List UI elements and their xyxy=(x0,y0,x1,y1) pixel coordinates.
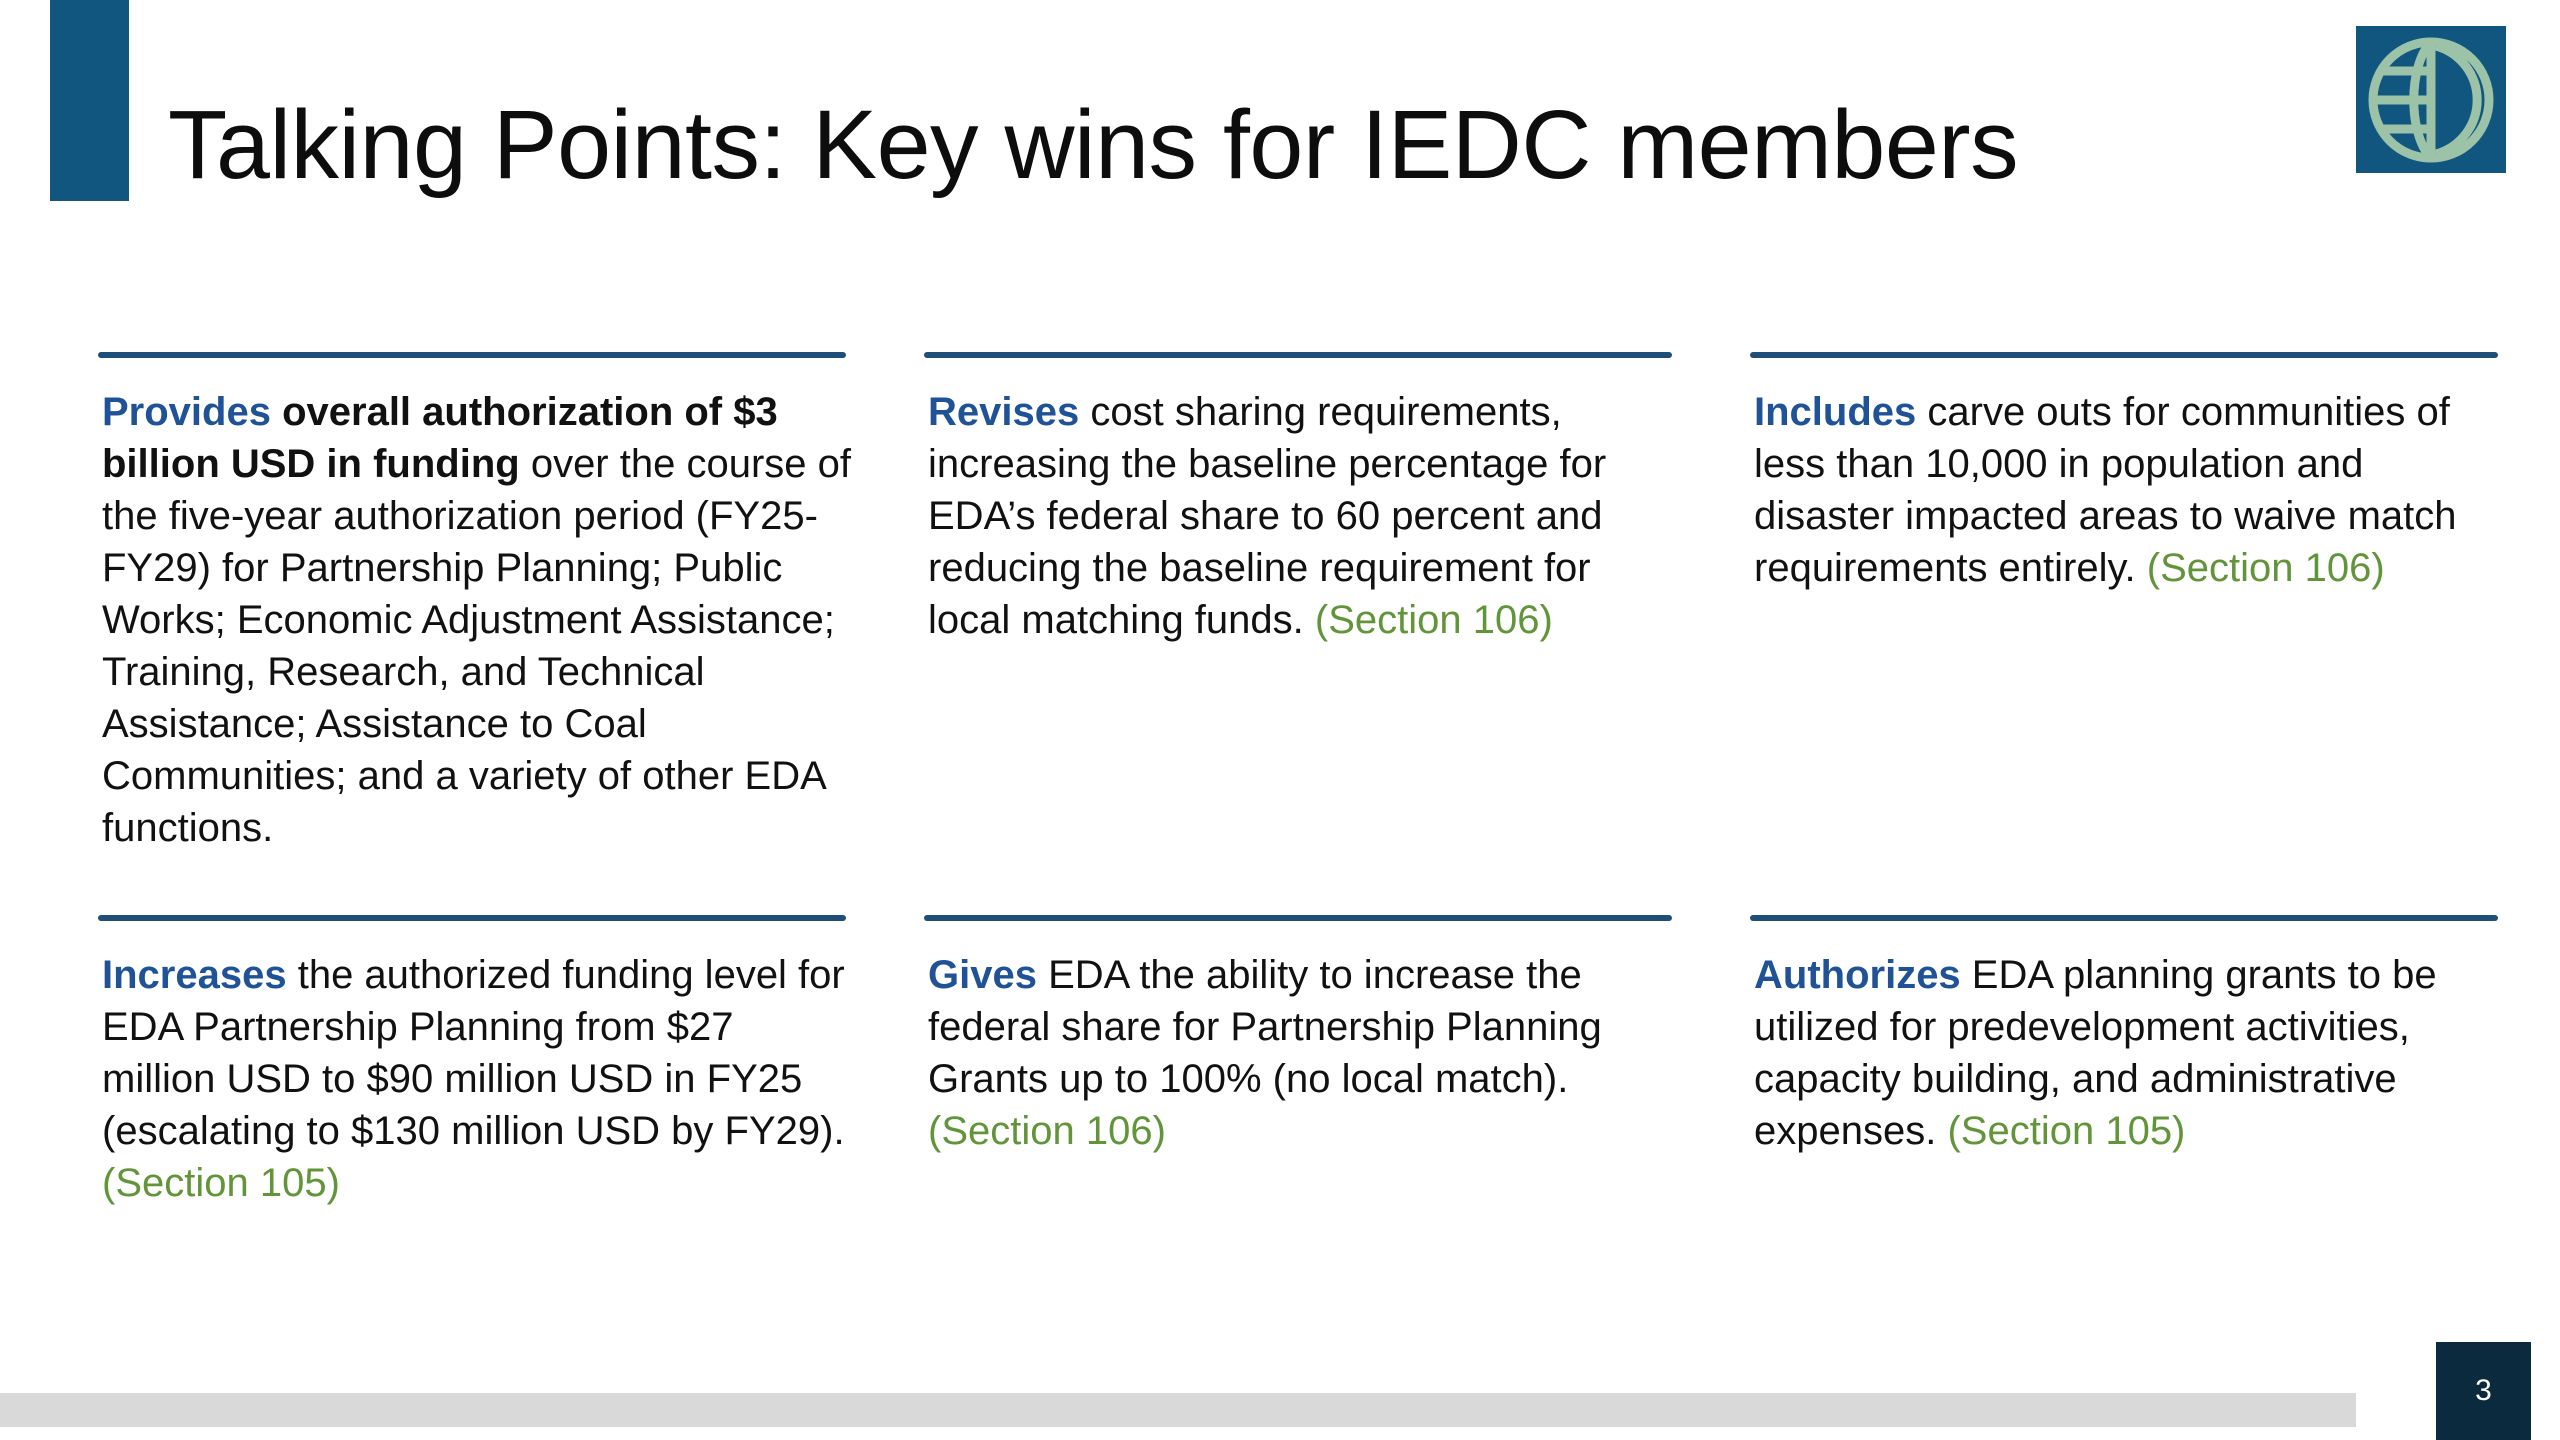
card-text xyxy=(928,386,1680,646)
card-divider xyxy=(924,352,1672,358)
card-divider xyxy=(98,352,846,358)
slide-title: Talking Points: Key wins for IEDC members xyxy=(168,90,2019,199)
globe-icon xyxy=(2356,26,2506,173)
card-body: over the course of the five-year authorization period (FY25-FY29) for Partnership Planning; Public Works; Economic Adjustment Assistance; Training, Research, and Technical Assistance; Assistance to Coal Communities; and a variety of other EDA functions. xyxy=(102,442,851,850)
card-section-ref: (Section 106) xyxy=(928,1109,1166,1153)
card-text xyxy=(102,386,854,854)
card-body: the authorized funding level for EDA Partnership Planning from $27 million USD to $90 million USD in FY25 (escalating to $130 million USD by FY29). xyxy=(102,953,845,1153)
card-text xyxy=(928,949,1680,1157)
card-text xyxy=(1754,949,2506,1157)
page-number: 3 xyxy=(2436,1342,2531,1440)
card-section-ref: (Section 105) xyxy=(102,1161,340,1205)
card-lead: Provides xyxy=(102,390,271,434)
card-lead: Revises xyxy=(928,390,1080,434)
card-section-ref: (Section 106) xyxy=(2146,546,2385,590)
card-section-ref: (Section 105) xyxy=(1947,1109,2186,1153)
card-body: cost sharing requirements, increasing the baseline percentage for EDA’s federal share to 60 percent and reducing the baseline requirement for local matching funds. xyxy=(928,390,1607,642)
card-divider xyxy=(1750,915,2498,921)
card-emphasis: overall authorization of $3 billion USD in funding xyxy=(102,390,778,486)
card-body: EDA planning grants to be utilized for predevelopment activities, capacity building, and administrative expenses. xyxy=(1754,953,2437,1153)
card-text xyxy=(102,949,854,1209)
card-divider xyxy=(98,915,846,921)
card-divider xyxy=(924,915,1672,921)
card-divider xyxy=(1750,352,2498,358)
card-lead: Gives xyxy=(928,953,1037,997)
card-body: EDA the ability to increase the federal share for Partnership Planning Grants up to 100% (no local match). xyxy=(928,953,1602,1101)
title-accent-bar xyxy=(50,0,129,201)
card-body: carve outs for communities of less than 10,000 in population and disaster impacted areas to waive match requirements entirely. xyxy=(1754,390,2457,590)
card-section-ref: (Section 106) xyxy=(1314,598,1553,642)
card-lead: Increases xyxy=(102,953,287,997)
card-lead: Authorizes xyxy=(1754,953,1961,997)
footer-bar xyxy=(0,1393,2356,1427)
card-lead: Includes xyxy=(1754,390,1917,434)
card-text xyxy=(1754,386,2506,594)
